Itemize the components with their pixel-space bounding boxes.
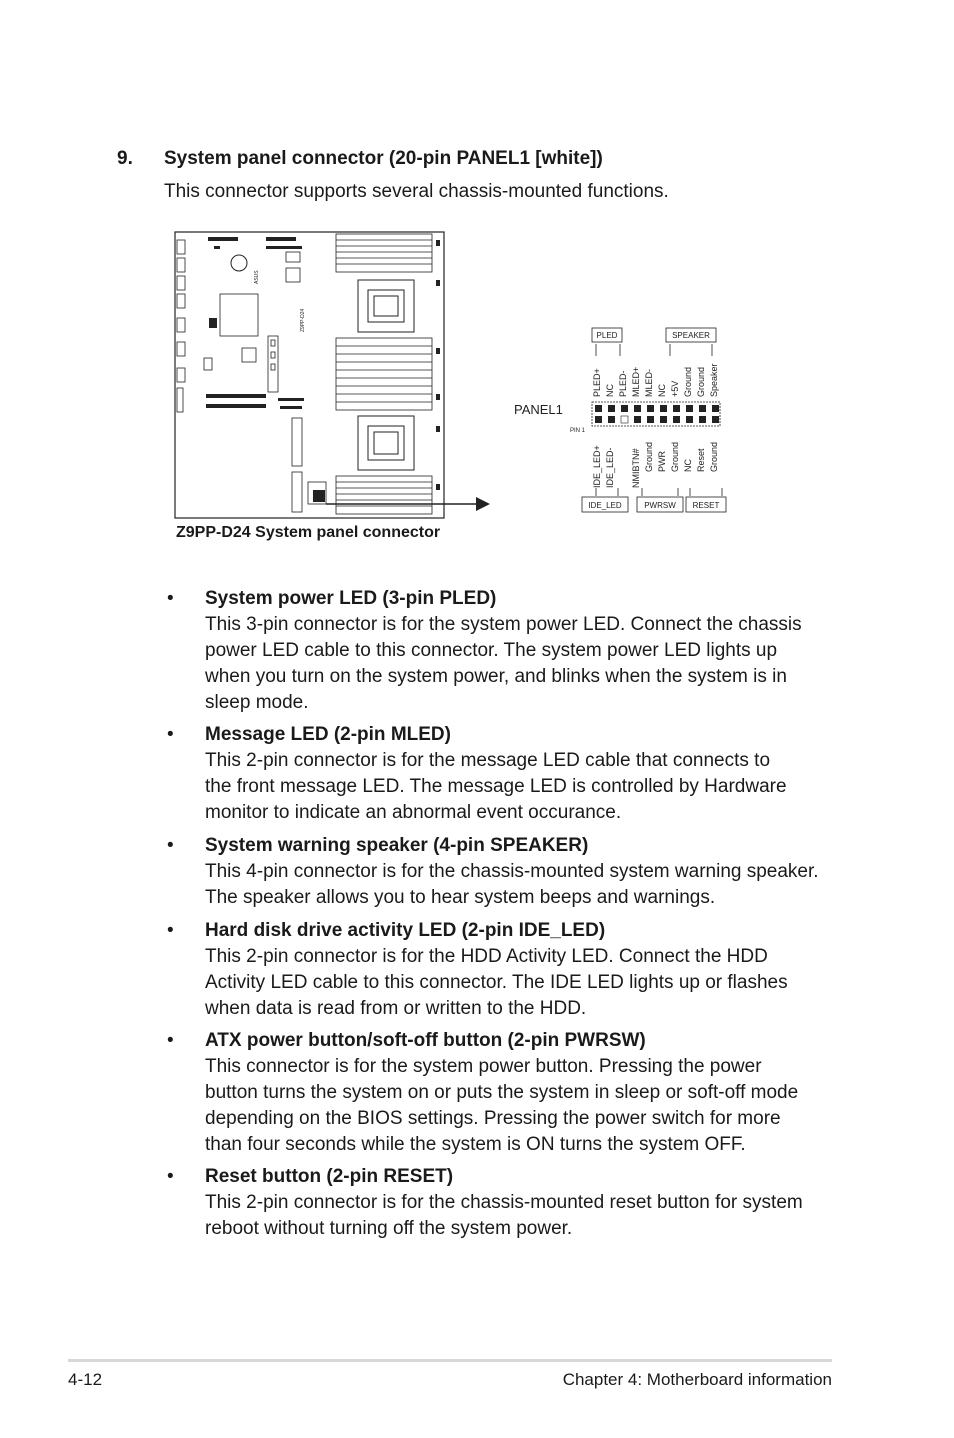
bullet-line: Activity LED cable to this connector. The IDE LED lights up or flashes	[205, 972, 788, 993]
bullet-line: This 4-pin connector is for the chassis-mounted system warning speaker.	[205, 861, 819, 882]
bullet-marker: •	[167, 1166, 174, 1187]
motherboard-diagram	[168, 228, 498, 524]
section-intro: This connector supports several chassis-mounted functions.	[164, 181, 669, 202]
bullet-item	[205, 833, 845, 911]
bullet-line: This 2-pin connector is for the HDD Activity LED. Connect the HDD	[205, 946, 768, 967]
bullet-title: Hard disk drive activity LED (2-pin IDE_LED)	[205, 920, 606, 941]
panel1-pinout-diagram	[508, 322, 738, 518]
bullet-line: This connector is for the system power button. Pressing the power	[205, 1056, 762, 1077]
bullet-line: the front message LED. The message LED is controlled by Hardware	[205, 776, 787, 797]
pin-label-top: MLED-	[644, 368, 654, 397]
bullet-title: Reset button (2-pin RESET)	[205, 1166, 454, 1187]
pin-label-top: Ground	[696, 366, 706, 397]
speaker-box-label: SPEAKER	[672, 331, 710, 340]
bullet-line: sleep mode.	[205, 692, 309, 713]
bullet-line: monitor to indicate an abnormal event occurance.	[205, 802, 622, 823]
bullet-title: Message LED (2-pin MLED)	[205, 724, 451, 745]
bullet-line: reboot without turning off the system power.	[205, 1218, 573, 1239]
pin-label-top: NC	[657, 384, 667, 397]
pin-label-bottom: Reset	[696, 448, 706, 472]
bullet-line: This 2-pin connector is for the message LED cable that connects to	[205, 750, 771, 771]
pin-label-bottom: Ground	[709, 441, 719, 472]
pin-label-bottom: NMIBTN#	[631, 448, 641, 488]
pin-label-bottom: IDE_LED+	[592, 445, 602, 488]
page-number: 4-12	[68, 1370, 103, 1389]
pin-label-bottom: NC	[683, 459, 693, 472]
bullet-line: depending on the BIOS settings. Pressing the power switch for more	[205, 1108, 781, 1129]
pin-label-top: PLED+	[592, 368, 602, 397]
bullet-item	[205, 918, 845, 1022]
bullet-line: The speaker allows you to hear system beeps and warnings.	[205, 887, 716, 908]
pin-label-bottom: IDE_LED-	[605, 447, 615, 488]
bullet-line: than four seconds while the system is ON turns the system OFF.	[205, 1134, 746, 1155]
pin-label-top: MLED+	[631, 366, 641, 397]
bullet-item	[205, 1028, 845, 1158]
pin-label-bottom: PWR	[657, 451, 667, 472]
panel1-label: PANEL1	[514, 402, 563, 417]
board-model-mark: Z9PP-D24	[300, 308, 306, 332]
bullet-line: This 3-pin connector is for the system power LED. Connect the chassis	[205, 614, 802, 635]
footer-rule	[68, 1359, 832, 1362]
bullet-item	[205, 586, 845, 716]
bullet-line: when data is read from or written to the HDD.	[205, 998, 587, 1019]
bullet-item	[205, 1164, 845, 1242]
bullet-marker: •	[167, 920, 174, 941]
reset-box-label: RESET	[692, 501, 720, 510]
chapter-title: Chapter 4: Motherboard information	[562, 1370, 832, 1389]
bullet-item	[205, 722, 845, 826]
bullet-title: ATX power button/soft-off button (2-pin PWRSW)	[205, 1030, 646, 1051]
bullet-title: System warning speaker (4-pin SPEAKER)	[205, 835, 589, 856]
figure-caption: Z9PP-D24 System panel connector	[176, 524, 441, 541]
pin-label-bottom: Ground	[670, 441, 680, 472]
bullet-marker: •	[167, 835, 174, 856]
asus-logo-mark: ASUS	[254, 270, 260, 284]
bullet-line: This 2-pin connector is for the chassis-mounted reset button for system	[205, 1192, 803, 1213]
pin1-label: PIN 1	[570, 428, 586, 434]
pled-box-label: PLED	[596, 331, 618, 340]
pin-label-bottom: Ground	[644, 441, 654, 472]
section-number: 9.	[117, 148, 133, 169]
bullet-line: button turns the system on or puts the system in sleep or soft-off mode	[205, 1082, 799, 1103]
pin-label-top: PLED-	[618, 370, 628, 397]
bullet-line: power LED cable to this connector. The system power LED lights up	[205, 640, 778, 661]
pin-label-top: Ground	[683, 366, 693, 397]
bullet-line: when you turn on the system power, and blinks when the system is in	[205, 666, 787, 687]
pin-label-top: +5V	[670, 380, 680, 397]
bullet-title: System power LED (3-pin PLED)	[205, 588, 497, 609]
pin-label-top: Speaker	[709, 363, 719, 397]
section-title: System panel connector (20-pin PANEL1 [white])	[164, 148, 603, 169]
pwrsw-box-label: PWRSW	[644, 501, 676, 510]
bullet-marker: •	[167, 724, 174, 745]
pin-label-top: NC	[605, 384, 615, 397]
bullet-marker: •	[167, 1030, 174, 1051]
ide-led-box-label: IDE_LED	[588, 501, 622, 510]
bullet-marker: •	[167, 588, 174, 609]
